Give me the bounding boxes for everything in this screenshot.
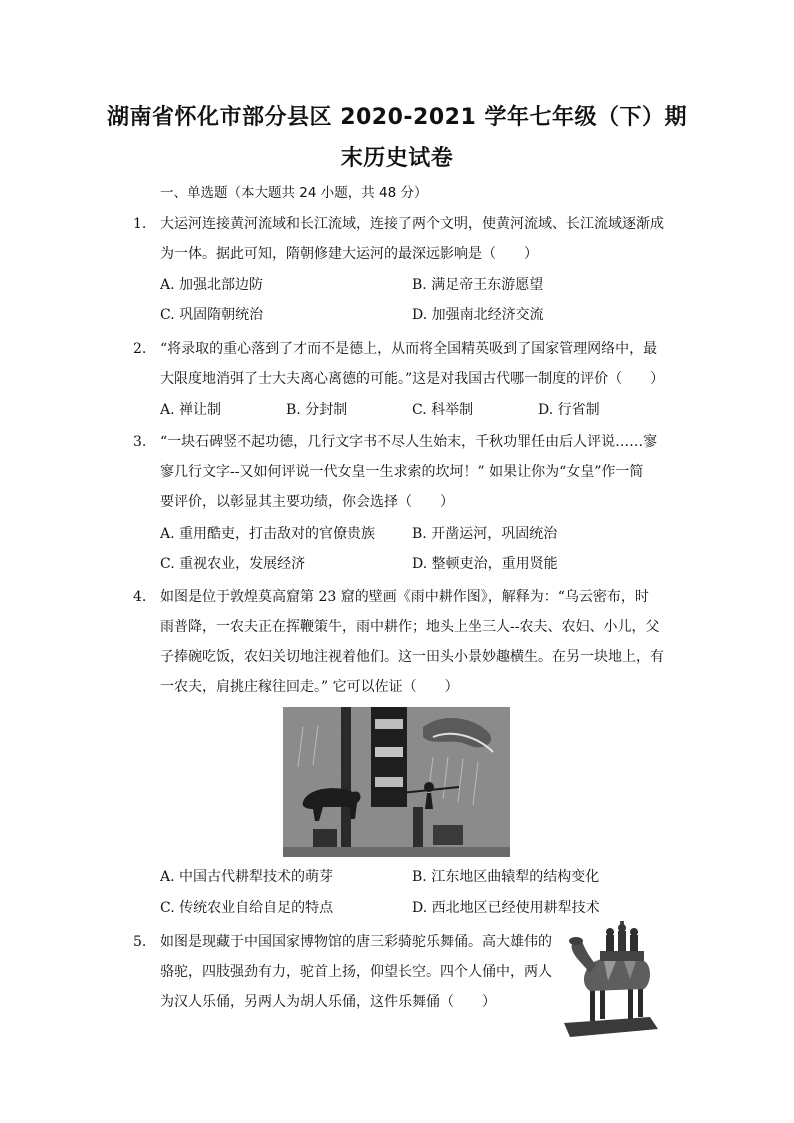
question-text: 骆驼，四肢强劲有力，驼首上扬，仰望长空。四个人俑中，两人 [160, 964, 552, 980]
question-number: 2. [133, 341, 147, 357]
option-d: D. 加强南北经济交流 [412, 307, 544, 323]
question-text: 大限度地消弭了士大夫离心离德的可能。”这是对我国古代哪一制度的评价（ ） [160, 371, 665, 387]
option-a: A. 加强北部边防 [160, 277, 264, 293]
question-text: 大运河连接黄河流域和长江流域，连接了两个文明，使黄河流域、长江流域逐渐成 [160, 216, 664, 232]
section-heading: 一、单选题（本大题共 24 小题，共 48 分） [160, 185, 428, 201]
question-text: 为汉人乐俑，另两人为胡人乐俑，这件乐舞俑（ ） [160, 994, 496, 1010]
option-b: B. 分封制 [286, 402, 348, 418]
option-d: D. 整顿吏治，重用贤能 [412, 556, 558, 572]
camel-figurine-image [560, 921, 660, 1039]
option-a: A. 禅让制 [160, 402, 222, 418]
question-text: 子捧碗吃饭，农妇关切地注视着他们。这一田头小景妙趣横生。在另一块地上，有 [160, 649, 664, 665]
option-d: D. 行省制 [538, 402, 600, 418]
exam-title-line2: 末历史试卷 [340, 146, 454, 171]
option-a: A. 中国古代耕犁技术的萌芽 [160, 869, 334, 885]
option-c: C. 巩固隋朝统治 [160, 307, 264, 323]
mural-image [283, 707, 510, 857]
question-text: 要评价，以彰显其主要功绩，你会选择（ ） [160, 494, 454, 510]
option-a: A. 重用酷吏，打击敌对的官僚贵族 [160, 526, 376, 542]
question-text: 雨普降，一农夫正在挥鞭策牛，雨中耕作；地头上坐三人--农夫、农妇、小儿，父 [160, 619, 660, 635]
option-c: C. 重视农业，发展经济 [160, 556, 306, 572]
question-text: 如图是位于敦煌莫高窟第 23 窟的壁画《雨中耕作图》，解释为：“乌云密布，时 [160, 589, 649, 605]
question-text: 为一体。据此可知，隋朝修建大运河的最深远影响是（ ） [160, 246, 538, 262]
question-text: 一农夫，肩挑庄稼往回走。” 它可以佐证（ ） [160, 679, 459, 695]
question-number: 5. [133, 934, 147, 950]
option-c: C. 科举制 [412, 402, 474, 418]
question-number: 1. [133, 216, 147, 232]
question-text: “将录取的重心落到了才而不是德上，从而将全国精英吸到了国家管理网络中，最 [160, 341, 658, 357]
question-number: 3. [133, 434, 147, 450]
option-b: B. 江东地区曲辕犁的结构变化 [412, 869, 600, 885]
option-b: B. 开凿运河，巩固统治 [412, 526, 558, 542]
question-text: “一块石碑竖不起功德，几行文字书不尽人生始末，千秋功罪任由后人评说……寥 [160, 434, 658, 450]
question-number: 4. [133, 589, 147, 605]
option-b: B. 满足帝王东游愿望 [412, 277, 544, 293]
option-c: C. 传统农业自给自足的特点 [160, 900, 334, 916]
question-text: 如图是现藏于中国国家博物馆的唐三彩骑驼乐舞俑。高大雄伟的 [160, 934, 552, 950]
option-d: D. 西北地区已经使用耕犁技术 [412, 900, 600, 916]
question-text: 寥几行文字--又如何评说一代女皇一生求索的坎坷！” 如果让你为“女皇”作一简 [160, 464, 644, 480]
exam-title-line1: 湖南省怀化市部分县区 2020-2021 学年七年级（下）期 [107, 105, 687, 130]
